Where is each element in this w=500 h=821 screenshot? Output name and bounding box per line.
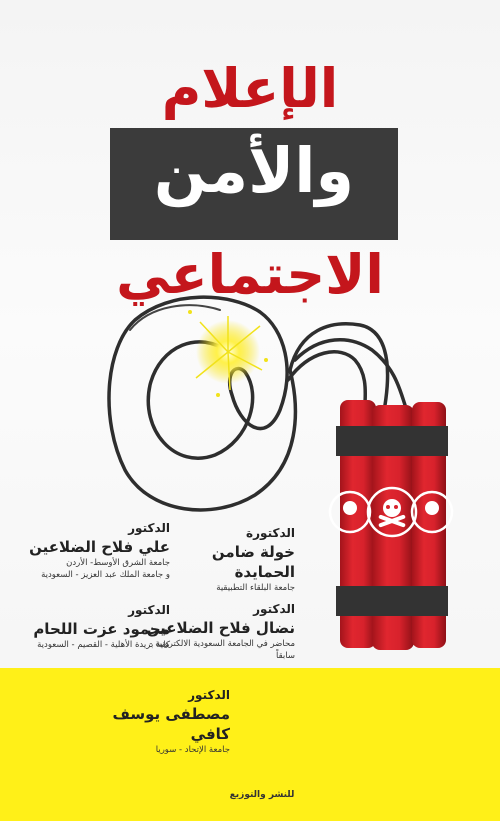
author-name: خولة ضامن الحمايدة bbox=[211, 542, 295, 581]
author-name: نضال فلاح الضلاعين bbox=[146, 618, 295, 637]
author-mustafa bbox=[70, 688, 230, 756]
author-affiliation: كلية بريدة الأهلية - القصيم - السعودية bbox=[37, 639, 170, 650]
author-mahmoud bbox=[10, 603, 170, 651]
author-affiliation: جامعة الشرق الأوسط- الأردن bbox=[66, 557, 170, 568]
author-title: الدكتور bbox=[128, 521, 170, 535]
author-title: الدكتور bbox=[253, 602, 295, 616]
title-line-3: الاجتماعي bbox=[116, 243, 384, 306]
author-name: محمود عزت اللحام bbox=[33, 619, 170, 638]
author-name: مصطفى يوسف كافي bbox=[112, 704, 230, 743]
author-name: علي فلاح الضلاعين bbox=[29, 537, 170, 556]
title-line-2: والأمن bbox=[153, 134, 355, 207]
dynamite-bundle-icon bbox=[330, 400, 452, 650]
spark-icon bbox=[188, 310, 268, 397]
author-affiliation: و جامعة الملك عبد العزيز - السعودية bbox=[41, 570, 170, 581]
author-affiliation: جامعة الإتحاد - سوريا bbox=[155, 745, 230, 756]
author-affiliation: جامعة البلقاء التطبيقية bbox=[216, 583, 295, 594]
author-khawla bbox=[175, 526, 295, 594]
publisher-name: للنشر والتوزيع bbox=[229, 790, 295, 800]
author-affiliation: محاضر في الجامعة السعودية الالكترونية - سابقاً bbox=[149, 638, 295, 662]
author-ali bbox=[10, 521, 170, 581]
author-title: الدكتور bbox=[188, 688, 230, 702]
author-title: الدكتور bbox=[128, 603, 170, 617]
author-title: الدكتورة bbox=[246, 526, 295, 540]
title-line-1: الإعلام bbox=[161, 57, 339, 120]
